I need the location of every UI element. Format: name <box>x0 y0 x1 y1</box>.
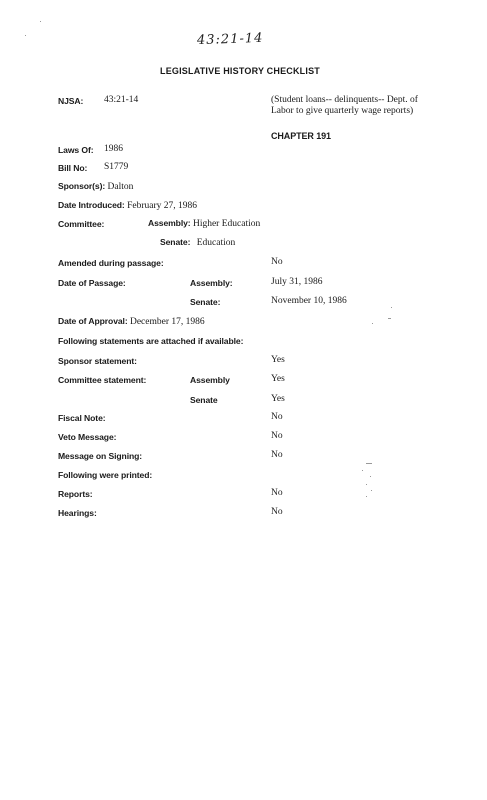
passage-assembly-label: Assembly: <box>190 278 233 288</box>
committee-assembly-value: Higher Education <box>192 219 261 229</box>
committee-senate <box>160 237 235 248</box>
laws-of-value: 1986 <box>104 144 123 154</box>
committee-statement-senate-label: Senate <box>190 395 218 405</box>
amended-value: No <box>271 257 283 267</box>
date-of-approval-row <box>58 316 205 327</box>
laws-of-label: Laws Of: <box>58 145 94 155</box>
sponsors-label: Sponsor(s): <box>58 181 106 191</box>
committee-senate-value: Education <box>196 238 236 248</box>
committee-assembly <box>148 218 260 229</box>
hearings-label: Hearings: <box>58 508 97 518</box>
message-on-signing-label: Message on Signing: <box>58 451 143 461</box>
bill-description: (Student loans-- delinquents-- Dept. of Labor to give quarterly wage reports) <box>271 95 418 116</box>
njsa-label: NJSA: <box>58 96 84 106</box>
date-of-passage-label: Date of Passage: <box>58 278 126 288</box>
committee-statement-label: Committee statement: <box>58 375 147 385</box>
date-introduced-label: Date Introduced: <box>58 200 125 210</box>
fiscal-note-label: Fiscal Note: <box>58 413 106 423</box>
message-on-signing-value: No <box>271 450 283 460</box>
chapter <box>271 131 331 142</box>
committee-senate-label: Senate: <box>160 237 191 247</box>
committee-statement-assembly-value: Yes <box>271 374 285 384</box>
sponsors-row <box>58 181 133 192</box>
hearings-value: No <box>271 507 283 517</box>
date-introduced-row <box>58 200 197 211</box>
committee-statement-senate-value: Yes <box>271 394 285 404</box>
fiscal-note-value: No <box>271 412 283 422</box>
following-attached-heading: Following statements are attached if available: <box>58 336 244 346</box>
date-introduced-value: February 27, 1986 <box>127 201 197 211</box>
veto-message-value: No <box>271 431 283 441</box>
committee-statement-assembly-label: Assembly <box>190 375 230 385</box>
following-printed-heading: Following were printed: <box>58 470 153 480</box>
passage-senate-label: Senate: <box>190 297 221 307</box>
date-of-approval-label: Date of Approval: <box>58 316 128 326</box>
chapter-text: CHAPTER 191 <box>271 131 331 141</box>
amended-label: Amended during passage: <box>58 258 164 268</box>
bill-no-value: S1779 <box>104 162 129 172</box>
sponsor-statement-label: Sponsor statement: <box>58 356 137 366</box>
date-of-approval-value: December 17, 1986 <box>129 317 205 327</box>
passage-senate-value: November 10, 1986 <box>271 296 347 306</box>
page-title: LEGISLATIVE HISTORY CHECKLIST <box>160 66 320 76</box>
veto-message-label: Veto Message: <box>58 432 117 442</box>
sponsor-statement-value: Yes <box>271 355 285 365</box>
handwritten-number: 43:21-14 <box>196 30 264 49</box>
reports-value: No <box>271 488 283 498</box>
passage-assembly-value: July 31, 1986 <box>271 277 323 287</box>
committee-assembly-label: Assembly: <box>148 218 191 228</box>
committee-label: Committee: <box>58 219 105 229</box>
njsa-value: 43:21-14 <box>104 95 139 105</box>
bill-no-label: Bill No: <box>58 163 88 173</box>
reports-label: Reports: <box>58 489 93 499</box>
sponsors-value: Dalton <box>107 182 134 192</box>
